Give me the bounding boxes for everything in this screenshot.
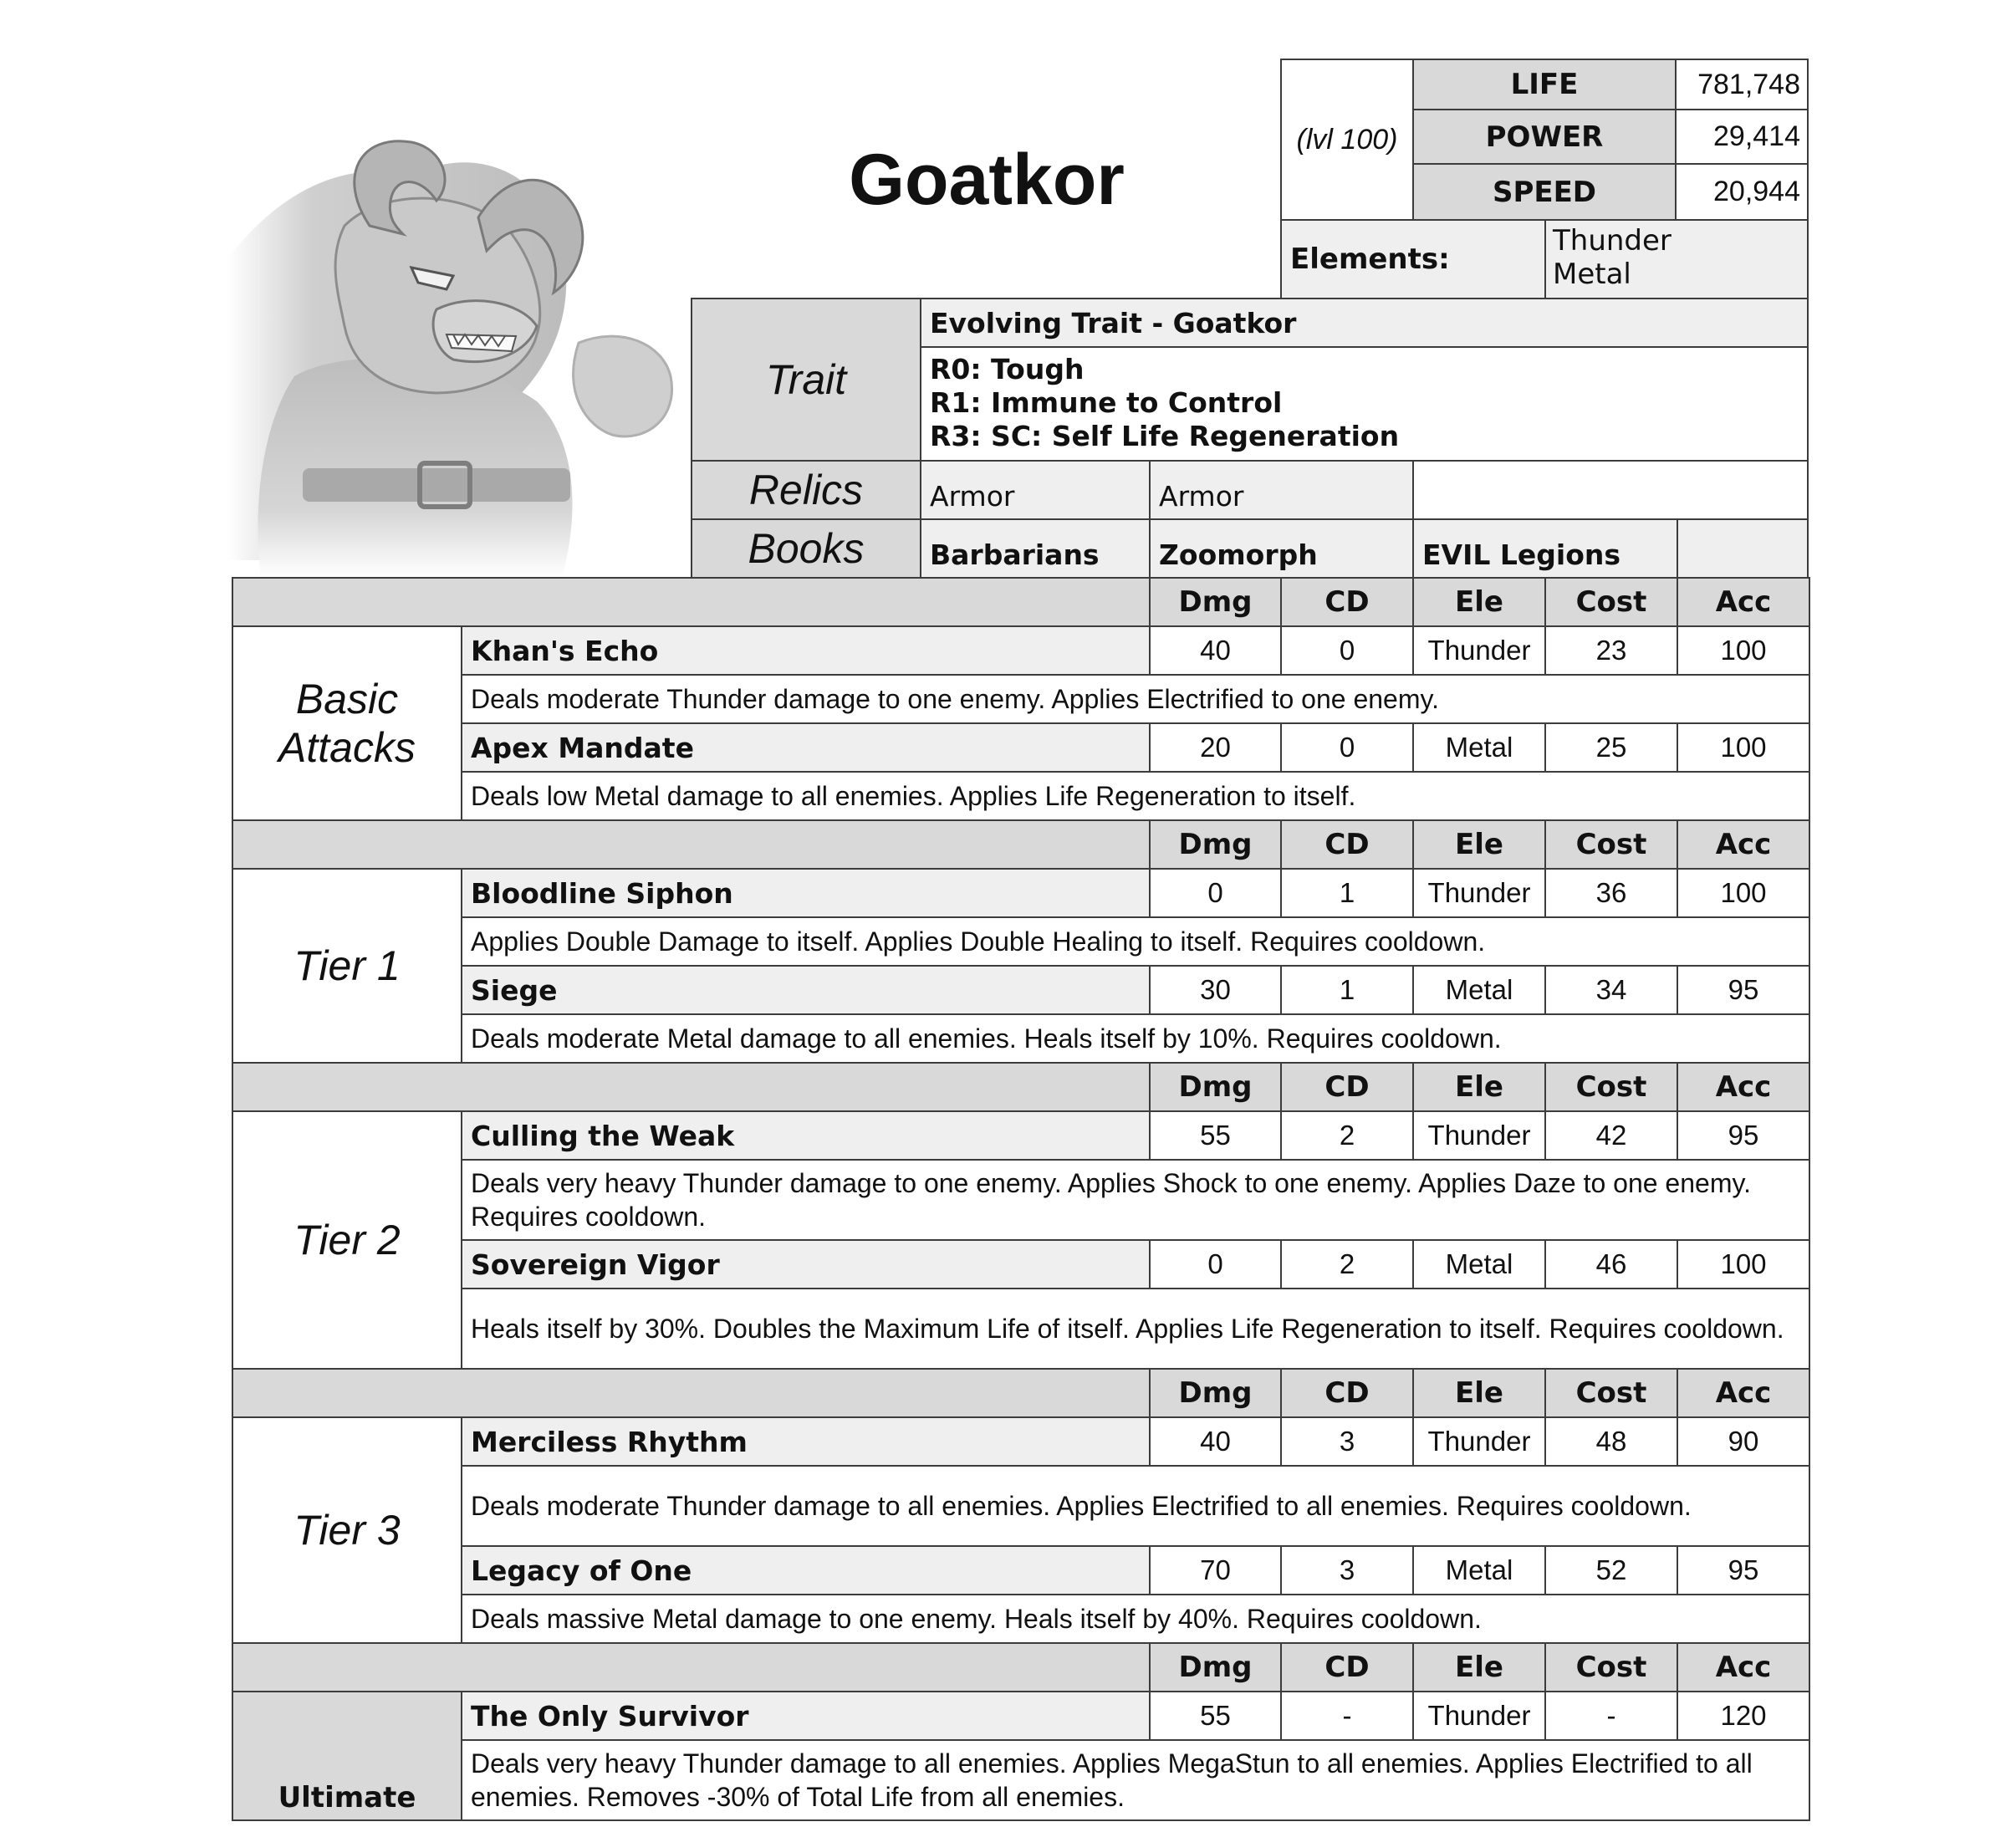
move-dmg: 0 xyxy=(1149,1239,1282,1289)
column-header-acc: Acc xyxy=(1677,1062,1810,1112)
move-dmg: 70 xyxy=(1149,1545,1282,1595)
book-slot-4 xyxy=(1677,518,1809,579)
move-cost: 52 xyxy=(1544,1545,1678,1595)
stat-label-speed: SPEED xyxy=(1412,163,1677,221)
section-label: Tier 3 xyxy=(232,1416,462,1644)
move-cd: 0 xyxy=(1280,625,1414,676)
move-name: Culling the Weak xyxy=(461,1110,1151,1161)
column-header-dmg: Dmg xyxy=(1149,1062,1282,1112)
move-ele: Thunder xyxy=(1412,625,1546,676)
move-description: Deals very heavy Thunder damage to all enemies. Applies MegaStun to all enemies. Applies Electrified to all enemies. Removes -30% of Total Life from all enemies. xyxy=(461,1739,1810,1821)
move-description: Deals low Metal damage to all enemies. Applies Life Regeneration to itself. xyxy=(461,771,1810,821)
move-acc: 100 xyxy=(1677,868,1810,918)
relic-slot-1: Armor xyxy=(920,460,1151,520)
column-header-acc: Acc xyxy=(1677,819,1810,870)
move-dmg: 55 xyxy=(1149,1691,1282,1741)
column-header-cd: CD xyxy=(1280,577,1414,627)
column-header-cost: Cost xyxy=(1544,1062,1678,1112)
move-ele: Metal xyxy=(1412,722,1546,773)
elements-label: Elements: xyxy=(1280,219,1546,299)
move-acc: 100 xyxy=(1677,722,1810,773)
move-name: The Only Survivor xyxy=(461,1691,1151,1741)
move-description: Deals massive Metal damage to one enemy. Heals itself by 40%. Requires cooldown. xyxy=(461,1594,1810,1644)
move-cd: 1 xyxy=(1280,868,1414,918)
move-description: Deals very heavy Thunder damage to one enemy. Applies Shock to one enemy. Applies Daze to one enemy. Requires cooldown. xyxy=(461,1159,1810,1241)
move-cost: 46 xyxy=(1544,1239,1678,1289)
column-header-cost: Cost xyxy=(1544,577,1678,627)
move-description: Deals moderate Thunder damage to all enemies. Applies Electrified to all enemies. Requires cooldown. xyxy=(461,1465,1810,1547)
section-label: Basic Attacks xyxy=(232,625,462,821)
section-header-bar xyxy=(232,1642,1151,1692)
trait-title: Evolving Trait - Goatkor xyxy=(920,298,1809,348)
move-acc: 100 xyxy=(1677,1239,1810,1289)
section-header-bar xyxy=(232,577,1151,627)
column-header-dmg: Dmg xyxy=(1149,1368,1282,1418)
stat-value-speed: 20,944 xyxy=(1675,163,1809,221)
move-cost: 23 xyxy=(1544,625,1678,676)
book-slot-2: Zoomorph xyxy=(1149,518,1414,579)
element-metal: Metal xyxy=(1553,258,1631,291)
move-cd: 3 xyxy=(1280,1545,1414,1595)
move-ele: Thunder xyxy=(1412,1110,1546,1161)
trait-rank-0: R0: Tough xyxy=(930,353,1085,385)
section-header-bar xyxy=(232,1368,1151,1418)
move-dmg: 20 xyxy=(1149,722,1282,773)
move-dmg: 40 xyxy=(1149,1416,1282,1467)
move-cd: 2 xyxy=(1280,1239,1414,1289)
move-description: Applies Double Damage to itself. Applies Double Healing to itself. Requires cooldown. xyxy=(461,916,1810,967)
move-name: Legacy of One xyxy=(461,1545,1151,1595)
move-acc: 120 xyxy=(1677,1691,1810,1741)
move-ele: Thunder xyxy=(1412,1416,1546,1467)
column-header-ele: Ele xyxy=(1412,819,1546,870)
trait-rank-3: R3: SC: Self Life Regeneration xyxy=(930,420,1400,452)
move-acc: 95 xyxy=(1677,1110,1810,1161)
column-header-cost: Cost xyxy=(1544,819,1678,870)
move-description: Deals moderate Thunder damage to one enemy. Applies Electrified to one enemy. xyxy=(461,674,1810,724)
column-header-ele: Ele xyxy=(1412,1062,1546,1112)
move-ele: Metal xyxy=(1412,965,1546,1015)
book-slot-3: EVIL Legions xyxy=(1412,518,1678,579)
stat-label-life: LIFE xyxy=(1412,59,1677,110)
section-label: Tier 1 xyxy=(232,868,462,1064)
move-cd: 0 xyxy=(1280,722,1414,773)
trait-ranks xyxy=(920,346,1809,462)
move-cd: 2 xyxy=(1280,1110,1414,1161)
column-header-cd: CD xyxy=(1280,819,1414,870)
column-header-dmg: Dmg xyxy=(1149,819,1282,870)
move-name: Sovereign Vigor xyxy=(461,1239,1151,1289)
move-acc: 95 xyxy=(1677,965,1810,1015)
move-cost: 48 xyxy=(1544,1416,1678,1467)
column-header-cd: CD xyxy=(1280,1368,1414,1418)
move-dmg: 55 xyxy=(1149,1110,1282,1161)
move-name: Bloodline Siphon xyxy=(461,868,1151,918)
book-slot-1: Barbarians xyxy=(920,518,1151,579)
column-header-dmg: Dmg xyxy=(1149,1642,1282,1692)
move-cd: 1 xyxy=(1280,965,1414,1015)
trait-label: Trait xyxy=(691,298,921,462)
level-label: (lvl 100) xyxy=(1280,59,1414,221)
section-label: Tier 2 xyxy=(232,1110,462,1370)
move-ele: Thunder xyxy=(1412,868,1546,918)
stat-value-life: 781,748 xyxy=(1675,59,1809,110)
move-cd: 3 xyxy=(1280,1416,1414,1467)
move-cost: 25 xyxy=(1544,722,1678,773)
move-dmg: 30 xyxy=(1149,965,1282,1015)
monster-name: Goatkor xyxy=(849,139,1125,220)
section-header-bar xyxy=(232,819,1151,870)
move-acc: 95 xyxy=(1677,1545,1810,1595)
element-thunder: Thunder xyxy=(1553,224,1671,258)
move-cost: 42 xyxy=(1544,1110,1678,1161)
trait-rank-1: R1: Immune to Control xyxy=(930,386,1283,419)
section-label: Ultimate xyxy=(232,1691,462,1821)
move-cd: - xyxy=(1280,1691,1414,1741)
move-cost: 34 xyxy=(1544,965,1678,1015)
column-header-cd: CD xyxy=(1280,1642,1414,1692)
move-name: Apex Mandate xyxy=(461,722,1151,773)
section-header-bar xyxy=(232,1062,1151,1112)
move-name: Merciless Rhythm xyxy=(461,1416,1151,1467)
stat-value-power: 29,414 xyxy=(1675,109,1809,165)
books-label: Books xyxy=(691,518,921,579)
relics-label: Relics xyxy=(691,460,921,520)
column-header-cost: Cost xyxy=(1544,1642,1678,1692)
move-name: Siege xyxy=(461,965,1151,1015)
move-acc: 100 xyxy=(1677,625,1810,676)
monster-portrait xyxy=(227,125,696,577)
column-header-ele: Ele xyxy=(1412,1368,1546,1418)
column-header-dmg: Dmg xyxy=(1149,577,1282,627)
move-ele: Metal xyxy=(1412,1545,1546,1595)
move-description: Heals itself by 30%. Doubles the Maximum Life of itself. Applies Life Regeneration to itself. Requires cooldown. xyxy=(461,1288,1810,1370)
move-description: Deals moderate Metal damage to all enemies. Heals itself by 10%. Requires cooldown. xyxy=(461,1013,1810,1064)
move-acc: 90 xyxy=(1677,1416,1810,1467)
move-cost: - xyxy=(1544,1691,1678,1741)
move-dmg: 40 xyxy=(1149,625,1282,676)
stat-label-power: POWER xyxy=(1412,109,1677,165)
move-ele: Thunder xyxy=(1412,1691,1546,1741)
column-header-cd: CD xyxy=(1280,1062,1414,1112)
move-cost: 36 xyxy=(1544,868,1678,918)
column-header-acc: Acc xyxy=(1677,1368,1810,1418)
relic-slot-2: Armor xyxy=(1149,460,1414,520)
column-header-acc: Acc xyxy=(1677,1642,1810,1692)
column-header-cost: Cost xyxy=(1544,1368,1678,1418)
elements-list xyxy=(1544,219,1809,299)
column-header-ele: Ele xyxy=(1412,577,1546,627)
move-dmg: 0 xyxy=(1149,868,1282,918)
relic-slot-3 xyxy=(1412,460,1809,520)
column-header-acc: Acc xyxy=(1677,577,1810,627)
move-name: Khan's Echo xyxy=(461,625,1151,676)
column-header-ele: Ele xyxy=(1412,1642,1546,1692)
move-ele: Metal xyxy=(1412,1239,1546,1289)
